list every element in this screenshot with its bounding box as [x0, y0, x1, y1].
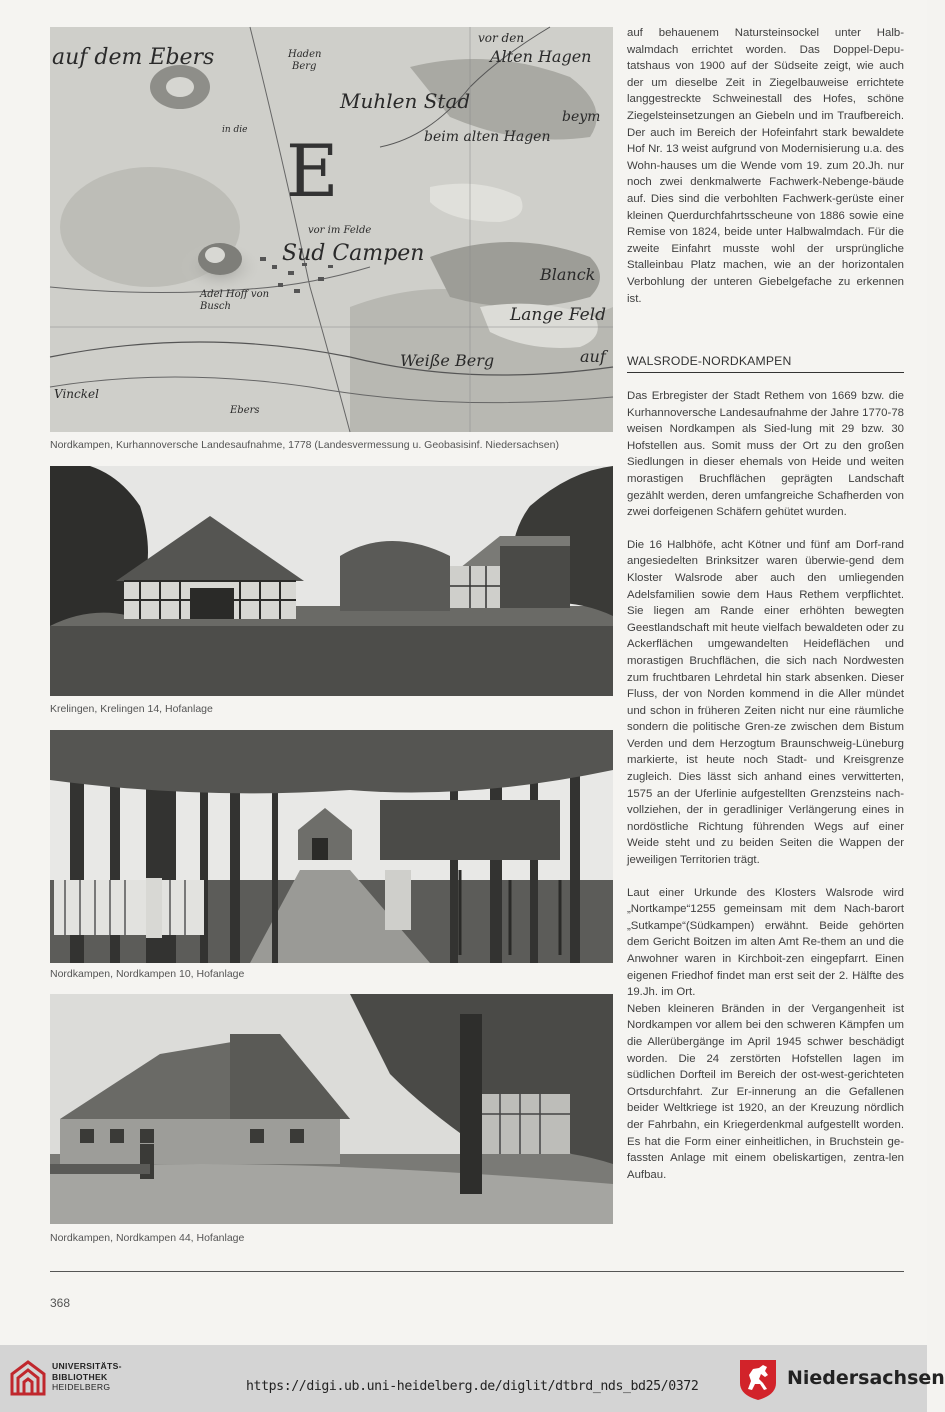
map-label: vor den [478, 31, 525, 45]
uni-library-logo-icon[interactable] [10, 1360, 46, 1396]
map-label: Lange Feld [510, 305, 606, 325]
map-caption: Nordkampen, Kurhannoversche Landesaufnahme, 1778 (Landesvermessung u. Geobasisinf. Niedersachsen) [50, 439, 559, 451]
photo-nordkampen-10-caption: Nordkampen, Nordkampen 10, Hofanlage [50, 968, 245, 980]
permalink-url[interactable]: https://digi.ub.uni-heidelberg.de/diglit/dtbrd_nds_bd25/0372 [246, 1379, 699, 1394]
map-label: in die [222, 125, 248, 135]
uni-line: UNIVERSITÄTS- [52, 1361, 122, 1371]
section-heading: WALSRODE-NORDKAMPEN [627, 354, 904, 373]
text-intro-block [627, 25, 904, 307]
map-label: Muhlen Stad [340, 89, 471, 113]
map-label: Vinckel [54, 387, 99, 401]
body-paragraph: auf behauenem Natursteinsockel unter Halb-walmdach errichtet worden. Das Doppel-Depu-tatshaus von 1900 auf der Südseite zeigt, wie auch der um dieselbe Zeit in Ziegelbauweise errichtete langgestreckte Schweinestall des Hofes, schöne Ziegelsteinsetzungen an Giebeln und im Traufbereich. Der auch im Bereich der Hofeinfahrt stark bewaldete Hof Nr. 13 weist aufgrund von Modernisierung u.a. des Wohn-hauses um die Wende vom 19. zum 20.Jh. nur noch zwei denkmalwerte Fachwerk-Nebenge-bäude auf. Dies sind die verbohlten Fachwerk-gerüste einer kleinen Querdurchfahrtsscheune von 1886 sowie eine Remise von 1824, beide unter Halbwalmdach. Für die zweite Einfahrt musste wohl der ursprüngliche Stalleinbau Platz machen, wie an der horizontalen Verbohlung der unteren Giebelgefache zu erkennen ist. [627, 27, 904, 305]
body-paragraph: Neben kleineren Bränden in der Vergangenheit ist Nordkampen vor allem bei den schweren Kämpfen um die Allerübergänge im April 1945 schwer beschädigt worden. Die 24 zerstörten Hofstellen lagen im südlichen Dorfteil im Bereich der ost-west-gerichteten Ortsdurchfahrt. Zur Er-innerung an die Gefallenen beider Weltkriege ist 1920, an der Kreuzung nördlich der Fahrbahn, ein Kriegerdenkmal aufgestellt worden. Es hat die Form einer einheitlichen, in Bruchstein ge-fassten Anlage mit einem obeliskartigen, zentra-len Aufbau. [627, 1002, 904, 1181]
photo-nordkampen-10 [50, 730, 613, 963]
photo-krelingen-caption: Krelingen, Krelingen 14, Hofanlage [50, 703, 213, 715]
map-label: auf [580, 347, 606, 366]
map-label: auf dem Ebers [52, 45, 215, 70]
map-label: Sud Campen [282, 241, 425, 266]
body-paragraph: Laut einer Urkunde des Klosters Walsrode wird „Nortkampe“1255 gemeinsam mit dem Nach-barort „Sutkampe“(Südkampen) erwähnt. Beide gehörten dem Gericht Boitzen im alten Amt Re-them an und die Anwohner waren in Kirchboit-zen eingepfarrt. Einen eigenen Friedhof findet man erst seit der 2. Hälfte des 19.Jh. im Ort. [627, 886, 904, 999]
photo-nordkampen-44 [50, 994, 613, 1224]
map-label: Adel Hoff von Busch [200, 289, 270, 312]
map-label: beym [562, 109, 601, 125]
photo-krelingen [50, 466, 613, 696]
body-paragraph: Das Erbregister der Stadt Rethem von 1669 bzw. die Kurhannoversche Landesaufnahme der Jahre 1770-78 weisen Nordkampen als Sied-lung mit 29 bzw. 30 Hofstellen aus. Somit muss der Ort zu den großen Siedlungen in dieser ehemals von Heide und weiten morastigen Bruchflächen geprägten Landschaft gezählt werden, deren umfangreiche Schafherden von zwei dorfeigenen Schäfern gehütet wurden. [627, 390, 904, 519]
page-number: 368 [50, 1296, 71, 1310]
niedersachsen-brand[interactable]: Niedersachsen [787, 1367, 945, 1389]
map-label: Alten Hagen [490, 47, 592, 66]
uni-library-name[interactable] [52, 1361, 122, 1393]
uni-line: HEIDELBERG [52, 1382, 111, 1392]
text-main-block [627, 388, 904, 1183]
map-label: Weiße Berg [400, 351, 495, 370]
map-label: vor im Felde [308, 225, 372, 236]
map-labels [50, 27, 613, 432]
niedersachsen-horse-icon[interactable] [739, 1359, 777, 1401]
historic-map-image [50, 27, 613, 432]
photo-nordkampen-44-caption: Nordkampen, Nordkampen 44, Hofanlage [50, 1232, 245, 1244]
map-label: Blanck [540, 265, 596, 284]
map-label: beim alten Hagen [424, 129, 551, 145]
uni-line: BIBLIOTHEK [52, 1371, 108, 1382]
body-paragraph: Die 16 Halbhöfe, acht Kötner und fünf am Dorf-rand angesiedelten Brinksitzer waren überwie-gend dem Kloster Walsrode aber auch den umliegenden Adelsfamilien sowie dem Haus Rethem verpflichtet. Sie liegen am Rande einer erhöhten bewegten Geestlandschaft mit heute vielfach bewaldeten oder zu Ackerflächen umgewandelten Heideflächen und morastigen Bruchflächen, die sich nach Nordwesten zum fruchtbaren Lehrdetal hin stark absenken. Dieser Fluss, der von Norden kommend in die Aller mündet und schon in früheren Zeiten nicht nur eine räumliche sondern die politische Gren-ze zwischen dem Bistum Verden und dem Herzogtum Braunschweig-Lüneburg markierte, ist heute noch Stadt- und Kreisgrenze zugleich. Dies lässt sich anhand eines verwitterten, 1575 an der Uferlinie aufgestellten Grenzsteins nach-vollziehen, der in geradliniger Verlängerung eines in nordöstliche Richtung führenden Wegs auf einer Weide steht und zu beiden Seiten die Wappen der jeweiligen Territorien trägt. [627, 538, 904, 867]
viewer-footer [0, 1345, 945, 1412]
map-label: Berg [292, 61, 317, 72]
map-label: Haden [288, 49, 322, 60]
map-label: E [286, 129, 339, 213]
map-label: Ebers [230, 405, 260, 416]
footer-rule [50, 1271, 904, 1272]
